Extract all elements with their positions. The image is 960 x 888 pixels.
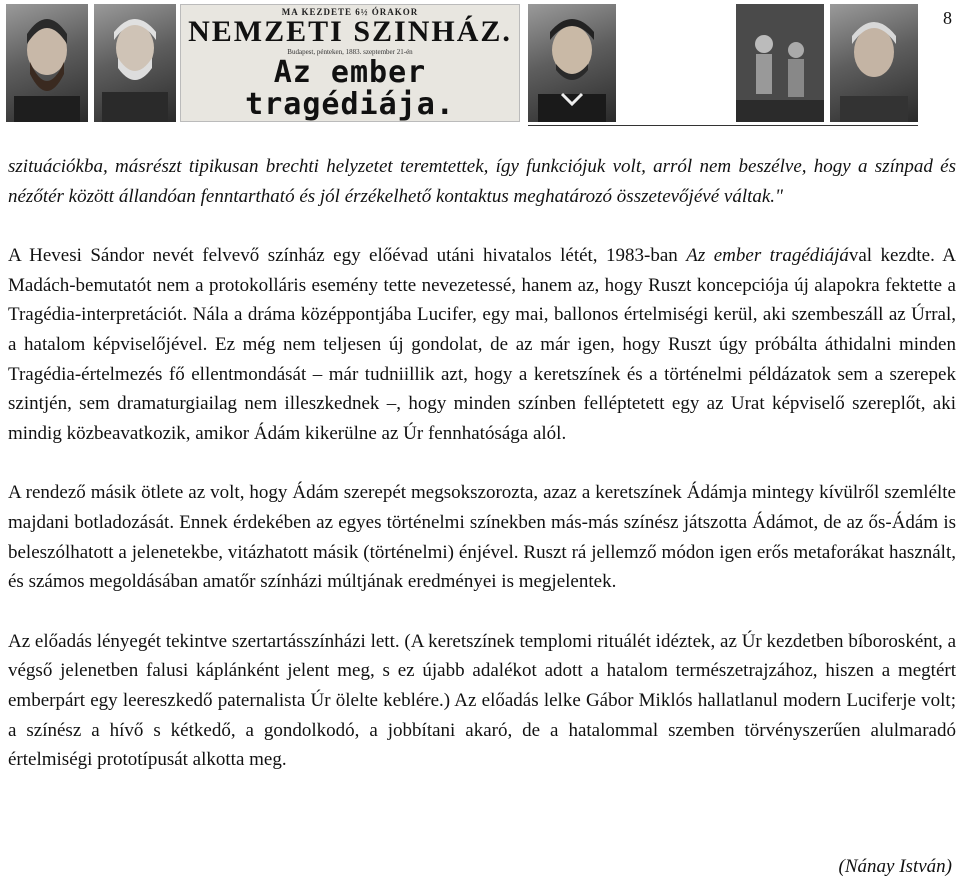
paragraph-1 xyxy=(8,241,956,448)
header-image-strip xyxy=(0,0,960,128)
poster-date-line: Budapest, pénteken, 1883. szeptember 21-én xyxy=(287,48,413,56)
actor-photo xyxy=(830,4,918,122)
stage-photo xyxy=(736,4,824,122)
poster-theatre-name: NEMZETI SZINHÁZ. xyxy=(188,15,512,48)
portrait-photo-3 xyxy=(528,4,616,122)
portrait-silhouette-icon xyxy=(94,4,176,122)
portrait-photo-2 xyxy=(94,4,176,122)
portrait-photo-1 xyxy=(6,4,88,122)
paragraph-3: Az előadás lényegét tekintve szertartásszínházi lett. (A keretszínek templomi rituálét idéztek, az Úr kezdetben bíborosként, a végső jelenetben falusi káplánként jelent meg, s ez újabb adalékot adott a hatalom természetrajzához, hiszen a megtért emberpárt egy leereszkedő paternalista Úr ölelte keblére.) Az előadás lelke Gábor Miklós hallatlanul modern Luciferje volt; a színész a hívő s kétkedő, a gondolkodó, a jobbítani akaró, de a hatalommal szemben törvényszerűen alulmaradó értelmiségi prototípusát alkotta meg. xyxy=(8,630,956,771)
portrait-silhouette-icon xyxy=(528,4,616,122)
stage-scene-icon xyxy=(736,4,824,122)
header-rule xyxy=(528,125,918,126)
portrait-silhouette-icon xyxy=(830,4,918,122)
poster-top-strip: MA KEZDETE 6½ ÓRAKOR xyxy=(281,7,419,17)
theatre-poster xyxy=(180,4,520,122)
paragraph-2: A rendező másik ötlete az volt, hogy Ádám szerepét megsokszorozta, azaz a keretszínek Ádámja mintegy kívülről szemlélte majdani botladozását. Ennek érdekében az egyes történelmi színekben más-más színész játszotta Ádámot, de az ős-Ádám is beleszólhatott a jelenetekbe, vitázhatott másik (történelmi) énjével. Ruszt rá jellemző módon igen erős metaforákat használt, és számos megoldásában amatőr színházi múltjának eredményei is megjelentek. xyxy=(8,482,956,593)
article-body xyxy=(8,152,956,775)
portrait-silhouette-icon xyxy=(6,4,88,122)
play-title-italic: Az ember tragédiájá xyxy=(686,245,849,267)
paragraph-1-text-start: A Hevesi Sándor nevét felvevő színház egy előévad utáni hivatalos létét, 1983-ban xyxy=(8,245,687,267)
page-number: 8 xyxy=(943,8,952,28)
poster-play-title: Az ember tragédiája. xyxy=(245,55,455,122)
quote-paragraph: szituációkba, másrészt tipikusan brechti helyzetet teremtettek, így funkciójuk volt, arról nem beszélve, hogy a színpad és nézőtér között állandóan fenntartható és jól érzékelhető kontaktus meghatározó összetevőjévé váltak." xyxy=(8,156,956,207)
paragraph-1-text-end: val kezdte. A Madách-bemutatót nem a protokolláris esemény tette nevezetessé, hanem az, hogy Ruszt koncepciója új alapokra fektette a Tragédia-interpretációt. Nála a dráma középpontjába Lucifer, egy mai, ballonos értelmiségi kerül, aki szembeszáll az Úrral, a hatalom képviselőjével. Ez még nem teljesen új gondolat, de az már igen, hogy Ruszt úgy próbálta áthidalni minden Tragédia-értelmezés fő ellentmondását – már tudniillik azt, hogy a keretszínek és a történelmi példázatok sem a szerepek szintjén, sem dramaturgiailag nem illeszkednek –, hogy minden színben felléptetett egy az Urat képviselő szereplőt, aki mindig közbeavatkozik, amikor Ádám kikerülne az Úr fennhatósága alól. xyxy=(8,245,956,444)
author-signature: (Nánay István) xyxy=(838,856,952,877)
